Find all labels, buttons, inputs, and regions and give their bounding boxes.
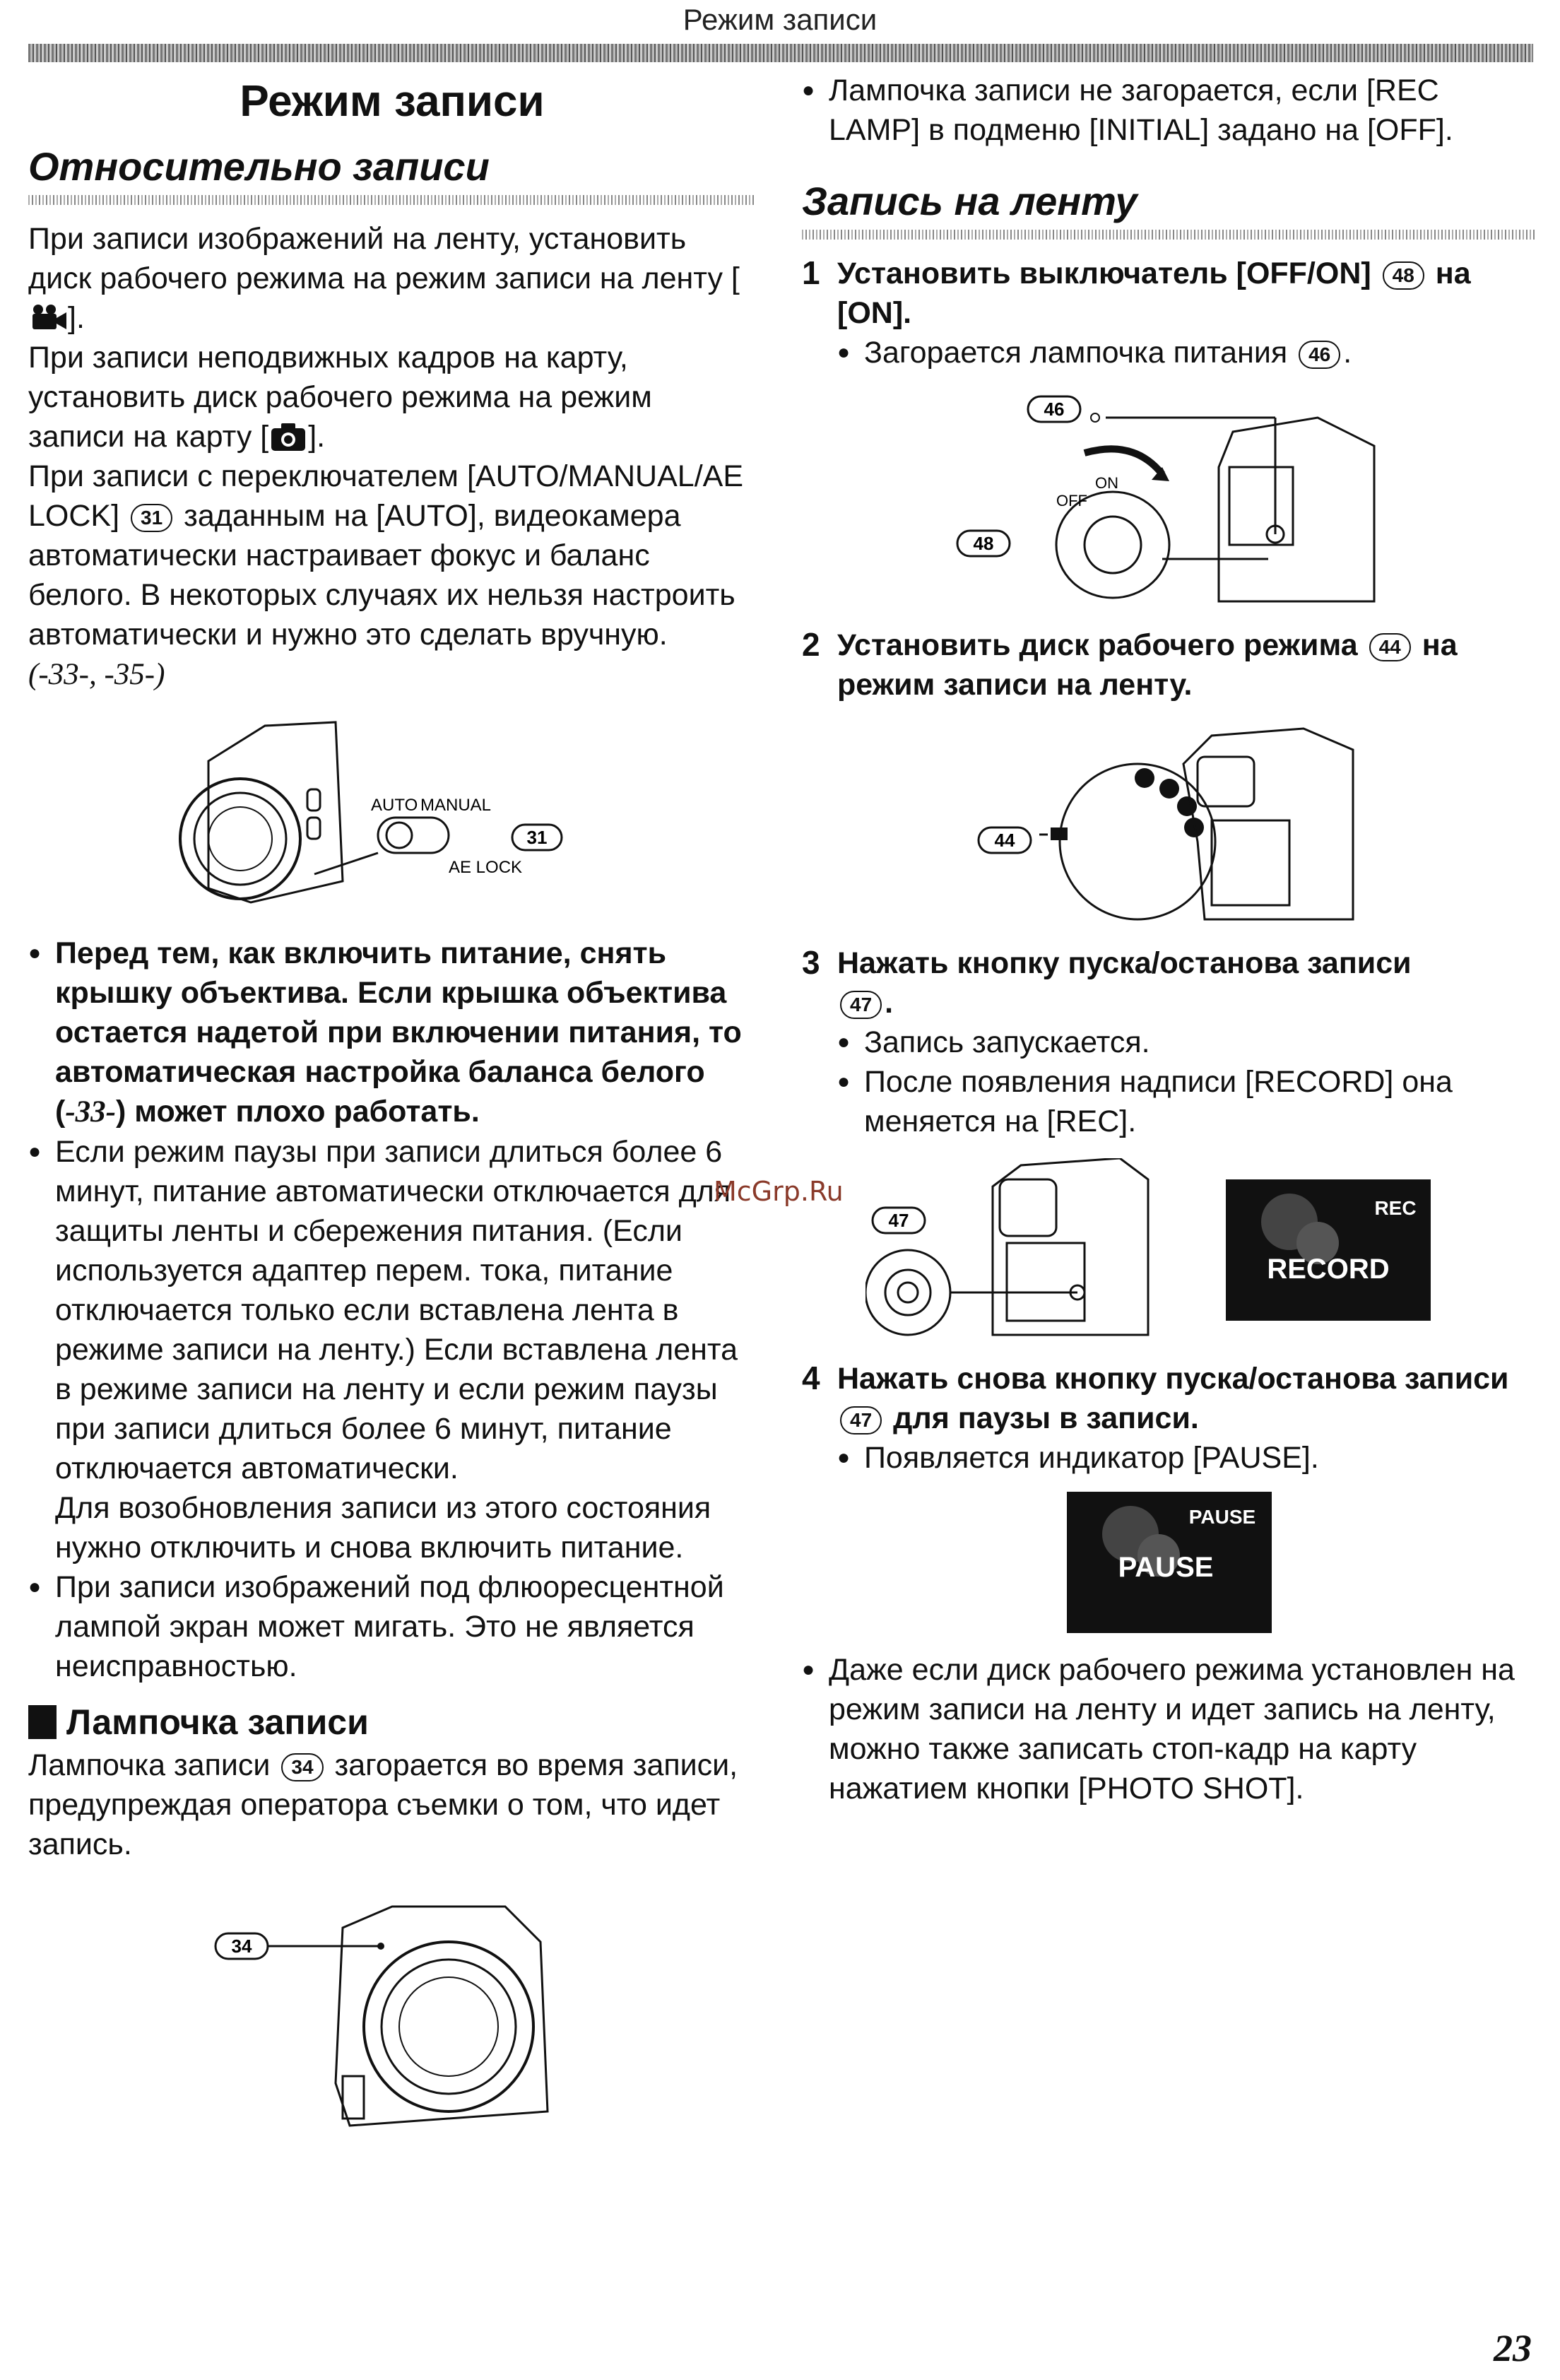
ref-badge-34: 34 xyxy=(281,1753,323,1781)
bullet-photo-shot: ● Даже если диск рабочего режима установлен на режим записи на ленту и идет запись на ленту, можно также записать стоп-кадр на карту нажатием кнопки [PHOTO SHOT]. xyxy=(802,1650,1537,1808)
page-title: Режим записи xyxy=(240,77,545,126)
lcd-pause-indicator: PAUSE xyxy=(1188,1506,1256,1528)
svg-text:44: 44 xyxy=(994,830,1015,851)
subsection-rec-lamp: Лампочка записи xyxy=(28,1702,756,1743)
svg-text:46: 46 xyxy=(1044,399,1065,420)
page-reference: (-33-, -35-) xyxy=(28,658,165,691)
section-rule xyxy=(802,230,1537,240)
header-rule xyxy=(28,44,1533,62)
switch-label-ae-lock: AE LOCK xyxy=(449,858,523,877)
camera-lamp-illustration xyxy=(208,1899,576,2133)
step-2: 2 Установить диск рабочего режима 44 на режим записи на ленту. xyxy=(802,626,1458,702)
switch-label-manual: MANUAL xyxy=(420,796,492,815)
section-title-tape: Запись на ленту xyxy=(802,179,1138,223)
paragraph-auto-mode: При записи с переключателем [AUTO/MANUAL/AE LOCK] 31 заданным на [AUTO], видеокамера автоматически настраивает фокус и баланс белого. В некоторых случаях их нельзя настроить автоматически и нужно это сделать вручную. (-33-, -35-) xyxy=(28,459,744,691)
fig-badge-34: 34 xyxy=(231,1936,252,1957)
step-3-note-2: ● После появления надписи [RECORD] она меняется на [REC]. xyxy=(837,1062,1537,1141)
section-rule xyxy=(28,195,756,205)
lcd-record-text: RECORD xyxy=(1267,1254,1390,1285)
record-button-illustration xyxy=(865,1158,1473,1342)
figure-power-switch xyxy=(950,389,1388,608)
bullet-lens-cap: ● Перед тем, как включить питание, снять крышку объектива. Если крышка объектива остается надетой при включении питания, то автоматическая настройка баланса белого (-33-) может плохо работать. xyxy=(28,933,756,1132)
watermark: McGrp.Ru xyxy=(714,1176,844,1207)
paragraph-tape-mode: При записи изображений на ленту, установить диск рабочего режима на режим записи на ленту []. xyxy=(28,222,740,335)
figure-pause-lcd xyxy=(1067,1492,1272,1633)
pause-lcd-illustration xyxy=(1067,1492,1272,1633)
step-3: 3 Нажать кнопку пуска/останова записи 47 . ● Запись запускается. ● После появления надписи [RECORD] она меняется на [REC]. xyxy=(802,943,1537,1141)
lcd-pause-text: PAUSE xyxy=(1118,1552,1214,1583)
video-camera-icon xyxy=(28,304,68,332)
running-header: Режим записи xyxy=(682,3,878,36)
left-column xyxy=(28,71,756,2150)
fig-badge-31: 31 xyxy=(526,827,548,848)
step-1: 1 Установить выключатель [OFF/ON] 48 на [ON]. ● Загорается лампочка питания 46 . xyxy=(802,254,1537,372)
mode-dial-illustration xyxy=(971,721,1367,926)
figure-mode-dial xyxy=(971,721,1367,926)
switch-label-auto: AUTO xyxy=(371,796,418,815)
section-square-icon xyxy=(28,1705,57,1739)
bullet-pause-timeout: ● Если режим паузы при записи длиться более 6 минут, питание автоматически отключается для защиты ленты и сбережения питания. (Если используется адаптер перем. тока, питание отключается только если вставлена лента в режиме записи на ленту.) Если вставлена лента в режиме записи на ленту и если режим паузы при записи длиться более 6 минут, питание отключается автоматически. Для возобновления записи из этого состояния нужно отключить и снова включить питание. xyxy=(28,1132,756,1567)
lcd-rec-indicator: REC xyxy=(1374,1197,1417,1219)
photo-camera-icon xyxy=(268,421,308,452)
step-1-note: ● Загорается лампочка питания 46 . xyxy=(837,333,1537,372)
bullet-fluorescent: ● При записи изображений под флюоресцентной лампой экран может мигать. Это не является неисправностью. xyxy=(28,1567,756,1686)
paragraph-card-mode: При записи неподвижных кадров на карту, установить диск рабочего режима на режим записи на карту [ ]. xyxy=(28,341,652,454)
step-4: 4 Нажать снова кнопку пуска/останова записи 47 для паузы в записи. ● Появляется индикатор [PAUSE]. xyxy=(802,1359,1537,1478)
svg-text:ON: ON xyxy=(1095,474,1118,492)
step-3-note-1: ● Запись запускается. xyxy=(837,1023,1537,1062)
step-4-note: ● Появляется индикатор [PAUSE]. xyxy=(837,1438,1537,1478)
svg-text:48: 48 xyxy=(973,533,994,554)
camera-front-illustration xyxy=(166,712,618,917)
power-switch-illustration xyxy=(950,389,1388,608)
svg-text:47: 47 xyxy=(888,1210,909,1231)
page-number: 23 xyxy=(1494,2327,1532,2369)
paragraph-rec-lamp: Лампочка записи 34 загорается во время записи, предупреждая оператора съемки о том, что идет запись. xyxy=(28,1748,738,1861)
figure-record-button xyxy=(865,1158,1473,1342)
ref-badge-31: 31 xyxy=(131,504,172,532)
figure-auto-manual-switch xyxy=(166,712,618,917)
right-column xyxy=(802,71,1537,1808)
svg-text:OFF: OFF xyxy=(1056,492,1087,509)
bullet-rec-lamp-off: ● Лампочка записи не загорается, если [REC LAMP] в подменю [INITIAL] задано на [OFF]. xyxy=(802,71,1537,150)
figure-rec-lamp xyxy=(208,1899,576,2133)
section-title-about: Относительно записи xyxy=(28,144,490,189)
